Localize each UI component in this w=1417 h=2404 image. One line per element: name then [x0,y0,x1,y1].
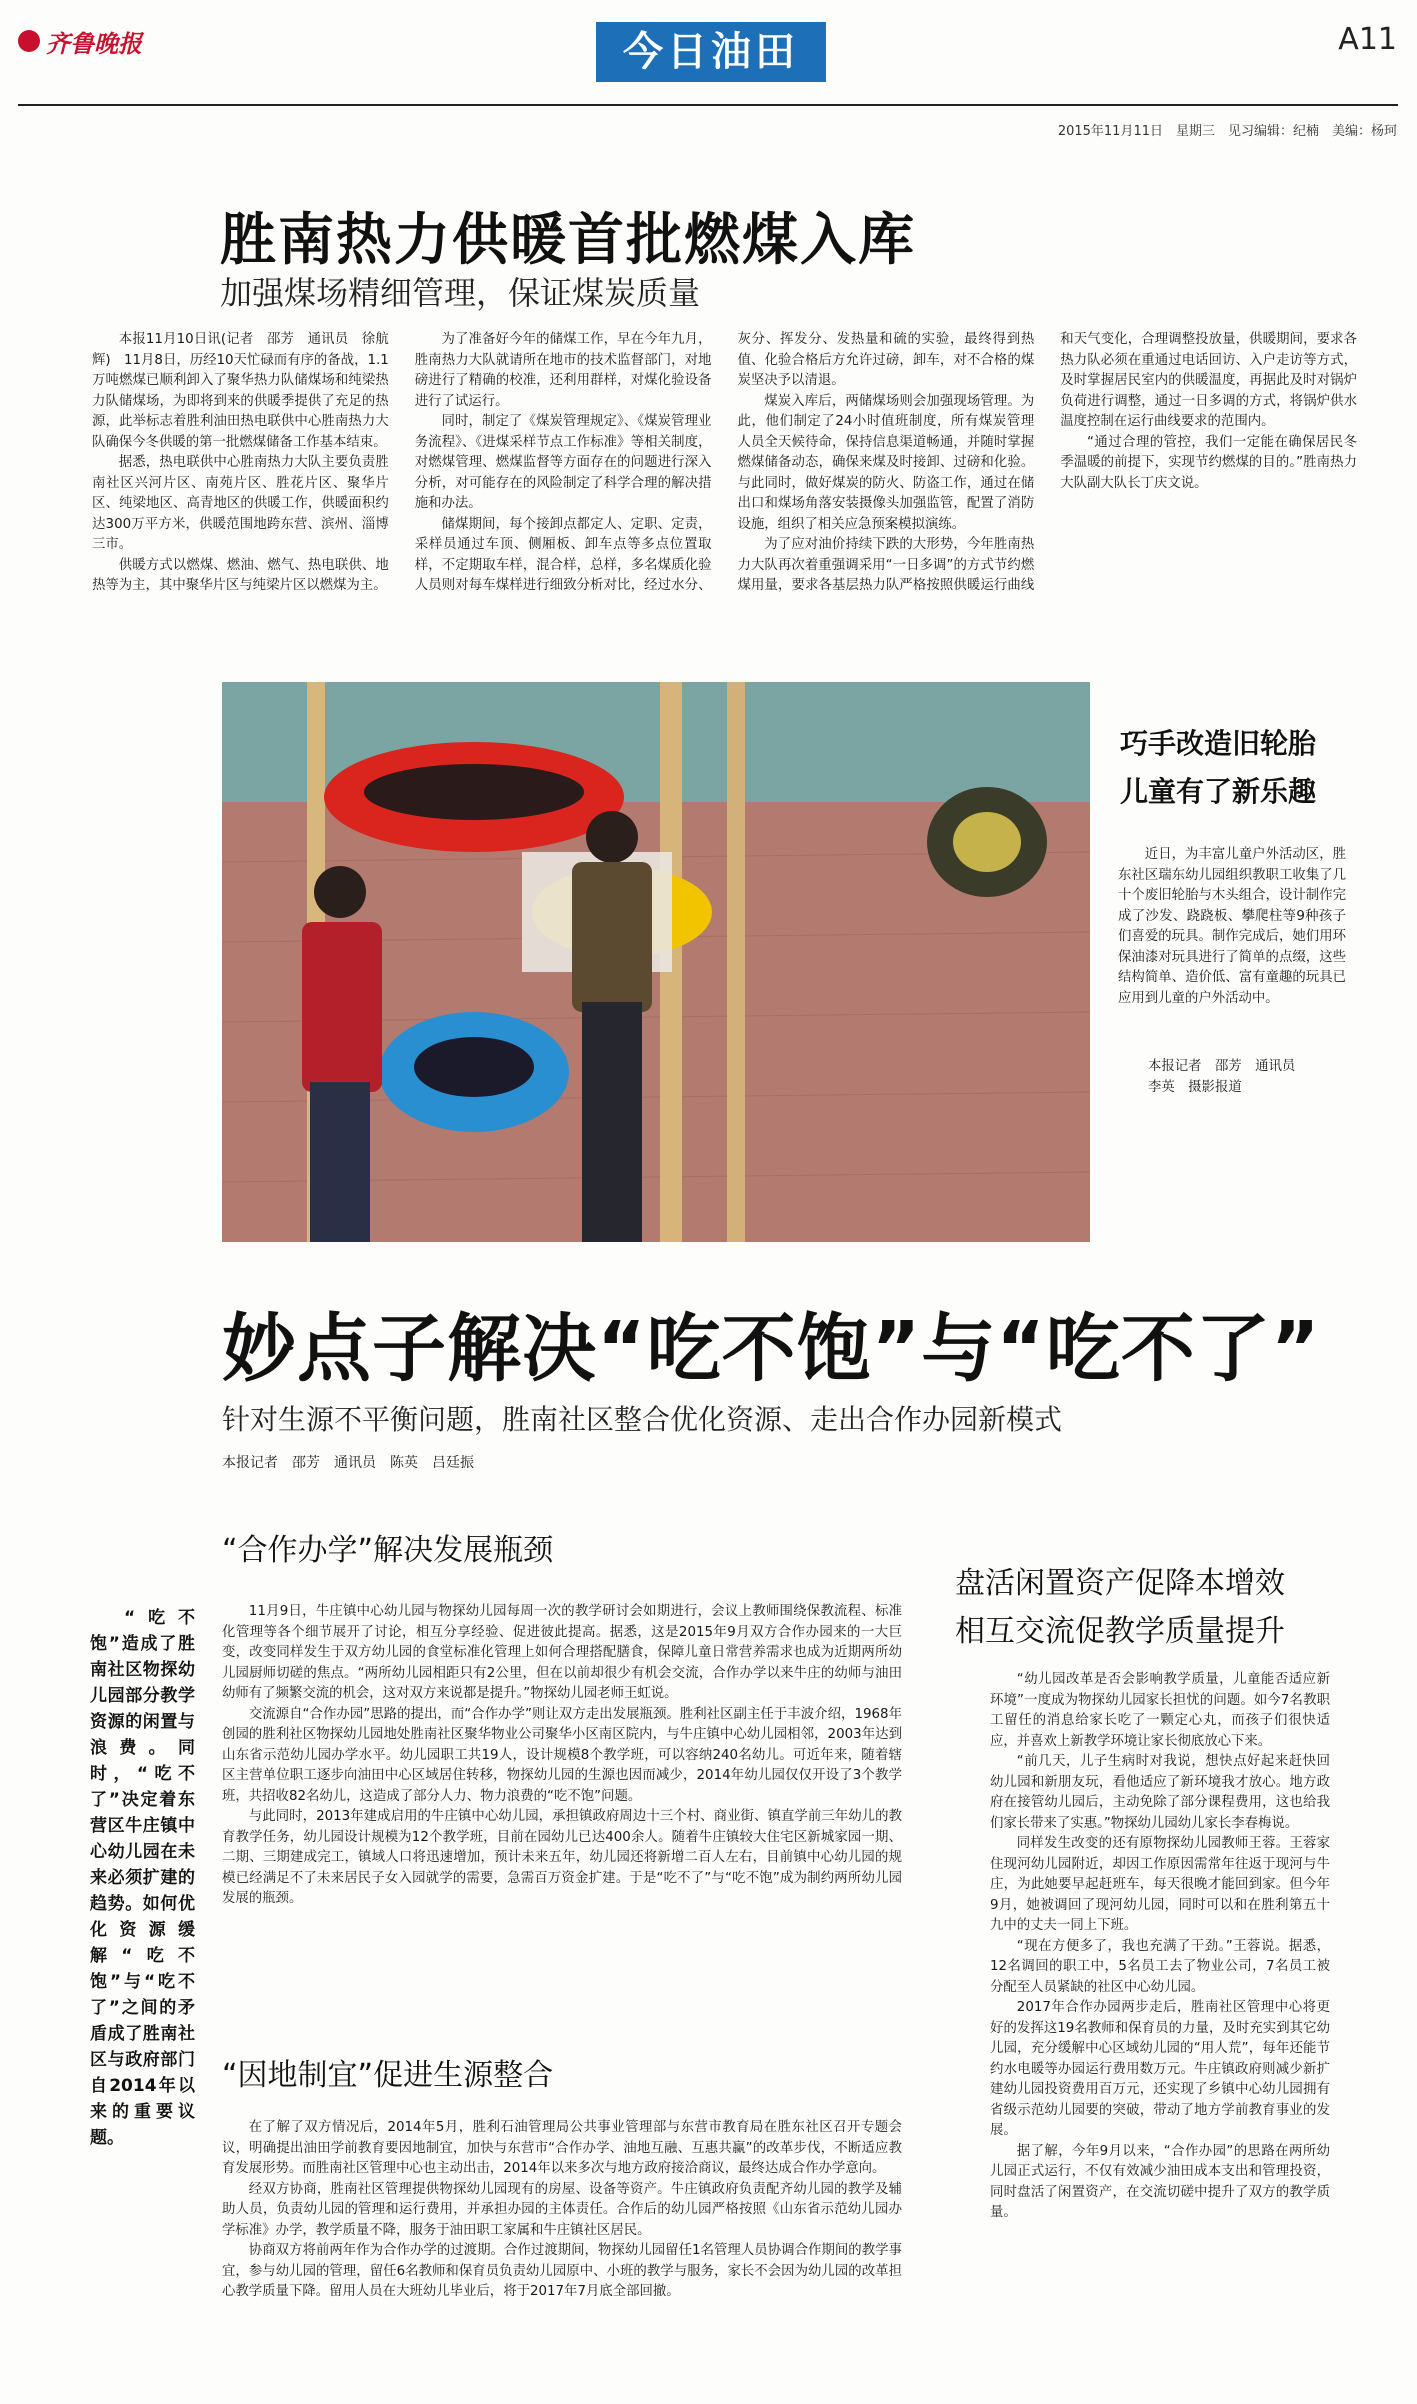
article1-paragraph: 为了应对油价持续下跌的大形势，今年胜南热力大队再次着重强调采用“一日多调”的方式节约燃煤用量，要求各基层热力队严格按照供暖运行曲线和天气变化，合理调整投放量，供暖期间，要求各热力队必须在重通过电话回访、入户走访等方式，及时掌握居民室内的供暖温度，再据此及时对锅炉负荷进行调整，通过一日多调的方式，将锅炉供水温度控制在运行曲线要求的范围内。 [737,332,1357,593]
section3-paragraph: 同样发生改变的还有原物探幼儿园教师王蓉。王蓉家住现河幼儿园附近，却因工作原因需常年往返于现河与牛庄，为此她要早起赶班车，每天很晚才能回到家。但今年9月，她被调回了现河幼儿园，同时可以和在胜利第五十九中的丈夫一同上下班。 [990,1836,1330,1933]
photo-story-headline-line1: 巧手改造旧轮胎 [1120,727,1317,760]
woman-right [572,862,652,1012]
article1-paragraph: “通过合理的管控，我们一定能在确保居民冬季温暖的前提下，实现节约燃煤的目的。”胜南热力大队副大队长丁庆文说。 [1060,434,1357,491]
wooden-post [727,682,745,1242]
article1-headline: 胜南热力供暖首批燃煤入库 [220,208,916,273]
tire-playground-photo [222,682,1090,1242]
section3-paragraph: 据了解，今年9月以来，“合作办园”的思路在两所幼儿园正式运行，不仅有效减少油田成本支出和管理投资，同时盘活了闲置资产，在交流切磋中提升了双方的教学质量。 [990,2143,1330,2220]
section3-title-line1: 盘活闲置资产促降本增效 [955,1566,1285,1601]
section3-paragraph: 2017年合作办园两步走后，胜南社区管理中心将更好的发挥这19名教师和保育员的力量，及时充实到其它幼儿园，充分缓解中心区域幼儿园的“用人荒”，每年还能节约水电暖等办园运行费用数万元。牛庄镇政府则减少新扩建幼儿园投资费用百万元，还实现了乡镇中心幼儿园拥有省级示范幼儿园要的突破，带动了地方学前教育事业的发展。 [990,2000,1330,2138]
news-photo [222,682,1090,1242]
masthead-rule [18,104,1398,106]
article2-byline: 本报记者 邵芳 通讯员 陈英 吕廷振 [222,1455,474,1471]
article1-paragraph: 为了准备好今年的储煤工作，早在今年九月，胜南热力大队就请所在地市的技术监督部门，对地磅进行了精确的校准，还利用群样，对煤化验设备进行了试运行。 [414,332,712,409]
article1-paragraph: 据悉，热电联供中心胜南热力大队主要负责胜南社区兴河片区、南苑片区、胜花片区、聚华片区、纯梁地区、高青地区的供暖工作，供暖面积约达300万平方米，供暖范围地跨东营、滨州、淄博三市。 [92,455,389,552]
section1-body [222,1602,902,1910]
article1-paragraph: 本报11月10日讯(记者 邵芳 通讯员 徐航辉) 11月8日，历经10天忙碌而有序的备战，1.1万吨燃煤已顺利卸入了聚华热力队储煤场和纯梁热力队储煤场，为即将到来的供暖季提供了充足的热源，此举标志着胜利油田热电联供中心胜南热力大队确保今冬供暖的第一批燃煤储备工作基本结束。 [92,332,389,450]
article1-paragraph: 供暖方式以燃煤、燃油、燃气、热电联供、地热等为主，其中聚华片区与纯梁片区以燃煤为主。 [92,557,389,593]
section3-body [990,1670,1330,2224]
section2-body [222,2118,902,2303]
article2-sidebar: “吃不饱”造成了胜南社区物探幼儿园部分教学资源的闲置与浪费。同时，“吃不了”决定着东营区牛庄镇中心幼儿园在未来必须扩建的趋势。如何优化资源缓解“吃不饱”与“吃不了”之间的矛盾成了胜南社区与政府部门自2014年以来的重要议题。 [90,1608,195,2148]
section1-paragraph: 11月9日，牛庄镇中心幼儿园与物探幼儿园每周一次的教学研讨会如期进行，会议上教师围绕保教流程、标准化管理等各个细节展开了讨论，相互分享经验、促进彼此提高。据悉，这是2015年9月双方合作办园来的一大巨变，改变同样发生于双方幼儿园的食堂标准化管理上如何合理搭配膳食，保障儿童日常营养需求也成为近期两所幼儿园厨师切磋的焦点。“两所幼儿园相距只有2公里，但在以前却很少有机会交流，合作办学以来牛庄的幼师与油田幼师有了频繁交流的机会，这对双方来说都是提升。”物探幼儿园老师王虹说。 [222,1604,902,1701]
photo-story-headline [1120,720,1316,816]
article1-subheadline: 加强煤场精细管理，保证煤炭质量 [220,274,701,312]
section2-paragraph: 在了解了双方情况后，2014年5月，胜利石油管理局公共事业管理部与东营市教育局在胜东社区召开专题会议，明确提出油田学前教育要因地制宜，加快与东营市“合作办学、油地互融、互惠共赢”的改革步伐，不断适应教育发展形势。而胜南社区管理中心也主动出击，2014年以来多次与地方政府接洽商议，最终达成合作办学意向。 [222,2120,902,2176]
section-banner: 今日油田 [596,22,826,82]
photo-story-body: 近日，为丰富儿童户外活动区，胜东社区瑞东幼儿园组织教职工收集了几十个废旧轮胎与木头组合，设计制作完成了沙发、跷跷板、攀爬柱等9种孩子们喜爱的玩具。制作完成后，她们用环保油漆对玩具进行了简单的点缀，这些结构简单、造价低、富有童趣的玩具已应用到儿童的户外活动中。 [1118,847,1346,1006]
photo-credit-line1: 本报记者 邵芳 通讯员 [1148,1059,1296,1074]
masthead-logo [18,24,168,58]
section2-paragraph: 经双方协商，胜南社区管理提供物探幼儿园现有的房屋、设备等资产。牛庄镇政府负责配齐幼儿园的教学及辅助人员，负责幼儿园的管理和运行费用，并承担办园的主体责任。合作后的幼儿园严格按照《山东省示范幼儿园办学标准》办学，教学质量不降，服务于油田职工家属和牛庄镇社区居民。 [222,2181,902,2238]
article2-subheadline: 针对生源不平衡问题，胜南社区整合优化资源、走出合作办园新模式 [222,1403,1063,1436]
article1-paragraph: 同时，制定了《煤炭管理规定》、《煤炭管理业务流程》、《进煤采样节点工作标准》等相关制度，对燃煤管理、燃煤监督等方面存在的问题进行深入分析，对可能存在的风险制定了科学合理的解决措施和办法。 [414,414,712,511]
article2-headline: 妙点子解决“吃不饱”与“吃不了” [222,1306,1321,1392]
section1-paragraph: 交流源自“合作办园”思路的提出，而“合作办学”则让双方走出发展瓶颈。胜利社区副主任于丰波介绍，1968年创园的胜利社区物探幼儿园地处胜南社区聚华物业公司聚华小区南区院内，与牛庄镇中心幼儿园相邻，2003年达到山东省示范幼儿园办学水平。幼儿园职工共19人，设计规模8个教学班，可以容纳240名幼儿。可近年来，随着辖区主营单位职工逐步向油田中心区域居住转移，物探幼儿园的生源也因而减少，2014年幼儿园仅仅开设了3个教学班，共招收82名幼儿，这造成了部分人力、物力浪费的“吃不饱”问题。 [222,1706,902,1804]
section3-title [955,1560,1285,1656]
logo-text: 齐鲁晚报 [46,28,142,58]
dateline: 2015年11月11日 星期三 见习编辑：纪楠 美编：杨珂 [1057,124,1397,139]
logo-mark-icon [18,30,40,52]
article1-body [92,330,1357,650]
article1-paragraph: 储煤期间，每个接卸点都定人、定职、定责，采样员通过车顶、侧厢板、卸车点等多点位置取样，不定期取车样，混合样，总样，多名煤质化验人员则对每车煤样进行细致分析对比，经过水分、灰分、挥发分、发热量和硫的实验，最终得到热值、化验合格后方允许过磅，卸车，对不合格的煤炭坚决予以清退。 [414,332,1035,593]
photo-story-headline-line2: 儿童有了新乐趣 [1120,775,1317,808]
article1-paragraph: 煤炭入库后，两储煤场则会加强现场管理。为此，他们制定了24小时值班制度，所有煤炭管理人员全天候待命，保持信息渠道畅通，并随时掌握燃煤储备动态，确保来煤及时接卸、过磅和化验。与此同时，做好煤炭的防火、防盗工作，通过在储出口和煤场角落安装摄像头加强监管，配置了消防设施，组织了相关应急预案模拟演练。 [737,393,1035,532]
woman-left [302,922,382,1092]
photo-credit [1148,1057,1348,1098]
section3-paragraph: “现在方便多了，我也充满了干劲。”王蓉说。据悉，12名调回的职工中，5名员工去了物业公司，7名员工被分配至人员紧缺的社区中心幼儿园。 [990,1938,1330,1995]
section3-paragraph: “幼儿园改革是否会影响教学质量，儿童能否适应新环境”一度成为物探幼儿园家长担忧的问题。如今7名教职工留任的消息给家长吃了一颗定心丸，而孩子们很快适应，并喜欢上新教学环境让家长彻底放心下来。 [990,1672,1330,1749]
photo-credit-line2: 李英 摄影报道 [1148,1079,1242,1095]
section3-paragraph: “前几天，儿子生病时对我说，想快点好起来赶快回幼儿园和新朋友玩，看他适应了新环境我才放心。地方政府在接管幼儿园后，主动免除了部分课程费用，这也给我们家长带来了实惠。”物探幼儿园幼儿家长李春梅说。 [990,1754,1330,1831]
section2-paragraph: 协商双方将前两年作为合作办学的过渡期。合作过渡期间，物探幼儿园留任1名管理人员协调合作期间的教学事宜，参与幼儿园的管理，留任6名教师和保育员负责幼儿园原中、小班的教学与服务，家长不会因为幼儿园的改革担心教学质量下降。留用人员在大班幼儿毕业后，将于2017年7月底全部回撤。 [222,2243,902,2299]
section3-title-line2: 相互交流促教学质量提升 [955,1614,1285,1649]
section2-title: “因地制宜”促进生源整合 [222,2058,554,2093]
section1-paragraph: 与此同时，2013年建成启用的牛庄镇中心幼儿园，承担镇政府周边十三个村、商业街、镇直学前三年幼儿的教育教学任务，幼儿园设计规模为12个教学班，目前在园幼儿已达400余人。随着牛庄镇较大住宅区新城家园一期、二期、三期建成完工，镇域人口将迅速增加，预计未来五年，幼儿园还将新增二百人左右，目前镇中心幼儿园的规模已经满足不了未来居民子女入园就学的需要，急需百万资金扩建。于是“吃不了”与“吃不饱”成为制约两所幼儿园发展的瓶颈。 [222,1809,902,1906]
section1-title: “合作办学”解决发展瓶颈 [222,1533,554,1568]
page-number: A11 [1338,22,1397,57]
